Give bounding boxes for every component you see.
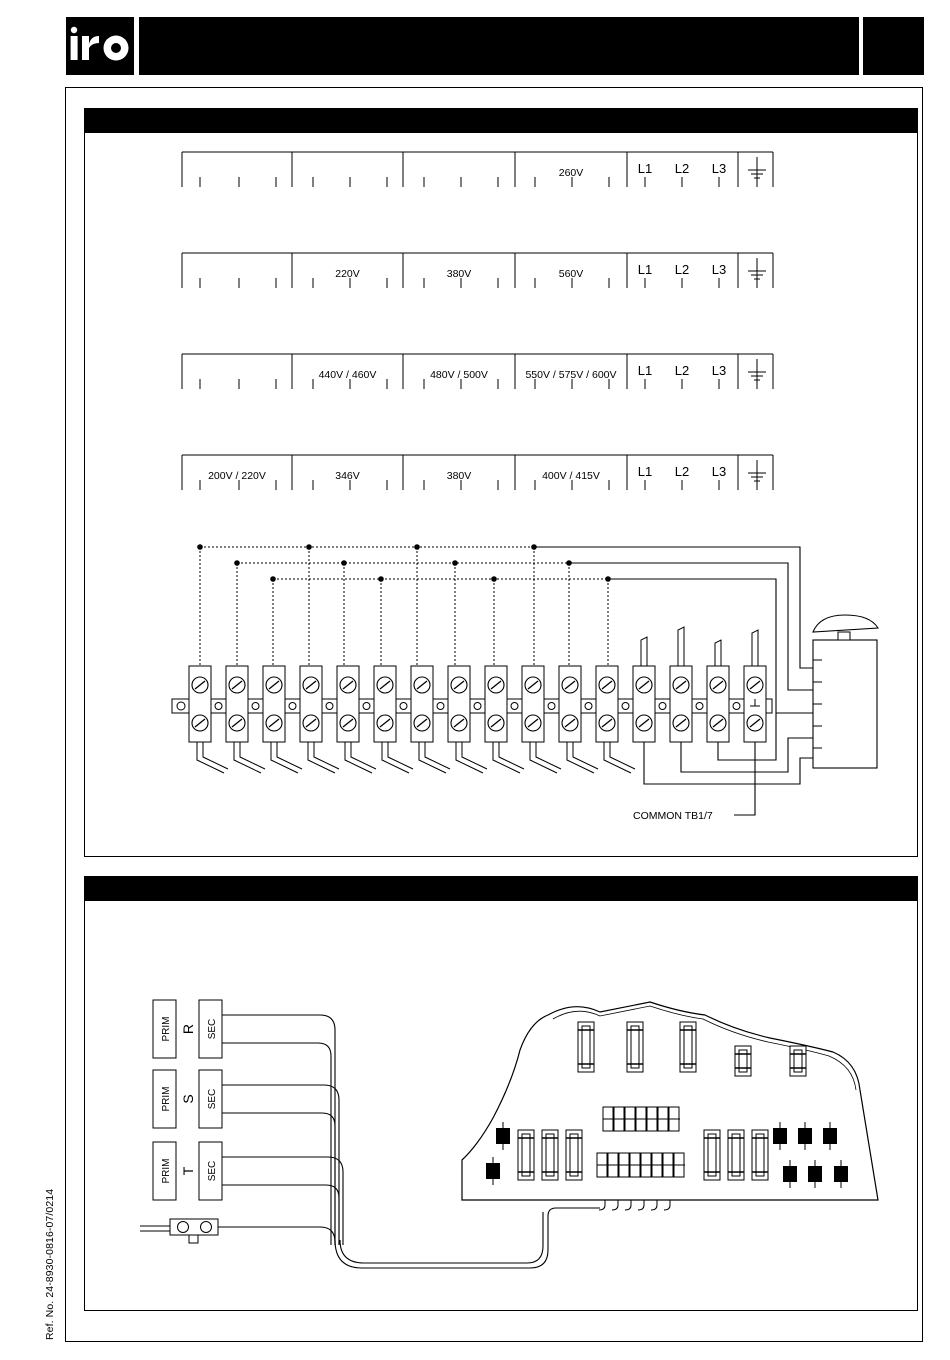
lead-wire xyxy=(382,742,409,773)
fuse-holder-icon xyxy=(627,1022,643,1072)
prim-label: PRIM xyxy=(161,1016,172,1042)
sec-label: SEC xyxy=(207,1088,218,1110)
rail-hole xyxy=(326,703,333,710)
terminal-block xyxy=(263,666,302,773)
voltage-row xyxy=(182,253,773,288)
cable-bundle xyxy=(335,1208,600,1268)
voltage-label: 560V xyxy=(558,268,584,280)
terminal-block xyxy=(374,666,413,773)
common-wire xyxy=(734,742,755,815)
fuse-holder-icon xyxy=(518,1130,534,1180)
rail-hole xyxy=(548,703,555,710)
common-label: COMMON TB1/7 xyxy=(633,810,713,822)
connector-screw-icon xyxy=(201,1222,212,1233)
voltage-label: 550V / 575V / 600V xyxy=(525,369,617,381)
lead-wire xyxy=(604,742,631,773)
incoming-lead xyxy=(715,640,721,666)
connector-tab xyxy=(189,1235,198,1243)
terminal-block xyxy=(633,637,655,742)
lead-wire xyxy=(271,742,298,773)
control-board xyxy=(462,1002,878,1200)
phase-label: T xyxy=(180,1166,196,1176)
sec-label: SEC xyxy=(207,1018,218,1040)
prim-label: PRIM xyxy=(161,1158,172,1184)
prim-label: PRIM xyxy=(161,1086,172,1112)
voltage-label: 380V xyxy=(446,470,472,482)
rail-hole xyxy=(289,703,296,710)
fuse-holder-icon xyxy=(566,1130,582,1180)
phase-label: L2 xyxy=(674,363,690,378)
voltage-label: 440V / 460V xyxy=(318,369,377,381)
lead-wire xyxy=(345,742,372,773)
voltage-label: 346V xyxy=(335,470,360,482)
terminal-block xyxy=(485,666,524,773)
rail-hole xyxy=(622,703,629,710)
rail-hole xyxy=(437,703,444,710)
lead-wire xyxy=(308,742,335,773)
fuse-holder-icon xyxy=(735,1046,751,1076)
switch-knob-icon xyxy=(813,615,878,632)
secondary-wire xyxy=(222,1043,331,1245)
rail-hole xyxy=(696,703,703,710)
rail-hole xyxy=(400,703,407,710)
terminal-block xyxy=(411,666,450,773)
ground-symbol-icon xyxy=(748,359,766,389)
incoming-lead xyxy=(752,630,758,666)
terminal-block xyxy=(744,630,766,742)
voltage-row xyxy=(182,152,773,187)
phase-label: L1 xyxy=(637,161,653,176)
lead-wire xyxy=(419,742,446,773)
ground-symbol-icon xyxy=(748,460,766,490)
terminal-block xyxy=(448,666,487,773)
rail-hole xyxy=(733,703,740,710)
voltage-label: 400V / 415V xyxy=(542,470,600,482)
rail-hole xyxy=(215,703,222,710)
voltage-label: 220V xyxy=(335,268,360,280)
voltage-label: 480V / 500V xyxy=(430,369,488,381)
fuse-holder-icon xyxy=(752,1130,768,1180)
secondary-wire xyxy=(222,1113,335,1245)
lead-wire xyxy=(493,742,520,773)
phase-label: L3 xyxy=(711,464,727,479)
lead-wire xyxy=(567,742,594,773)
phase-label: L2 xyxy=(674,464,690,479)
secondary-wire xyxy=(222,1085,339,1245)
phase-label: L3 xyxy=(711,262,727,277)
rail-hole xyxy=(585,703,592,710)
voltage-label: 260V xyxy=(558,167,584,179)
terminal-block xyxy=(559,666,598,773)
rail-screw-hole xyxy=(177,702,185,710)
phase-wire xyxy=(681,738,813,772)
terminal-block xyxy=(707,640,729,742)
ground-symbol-icon xyxy=(748,157,766,187)
phase-label: L1 xyxy=(637,262,653,277)
phase-label: L3 xyxy=(711,161,727,176)
lead-wire xyxy=(530,742,557,773)
terminal-block xyxy=(337,666,376,773)
transformer-r xyxy=(153,1000,335,1245)
fuse-holder-icon xyxy=(578,1022,594,1072)
switch-stem xyxy=(838,632,850,640)
terminal-block xyxy=(189,666,228,773)
ground-symbol-icon xyxy=(748,258,766,288)
phase-label: L1 xyxy=(637,363,653,378)
rail-hole xyxy=(252,703,259,710)
rail-hole xyxy=(474,703,481,710)
voltage-label: 200V / 220V xyxy=(208,470,266,482)
terminal-block xyxy=(522,666,561,773)
fuse-holder-icon xyxy=(790,1046,806,1076)
supply-wire xyxy=(534,547,813,668)
terminal-block xyxy=(226,666,265,773)
fuse-holder-icon xyxy=(542,1130,558,1180)
rail-hole xyxy=(511,703,518,710)
voltage-label: 380V xyxy=(446,268,472,280)
terminal-strip xyxy=(172,544,878,815)
phase-label: L3 xyxy=(711,363,727,378)
rail-hole xyxy=(363,703,370,710)
connector-screw-icon xyxy=(178,1222,189,1233)
voltage-row xyxy=(182,354,773,389)
phase-label: L2 xyxy=(674,262,690,277)
phase-label: L1 xyxy=(637,464,653,479)
reference-number: Ref. No. 24-8930-0816-07/0214 xyxy=(44,1188,56,1340)
terminal-block xyxy=(596,666,635,773)
lead-wire xyxy=(234,742,261,773)
terminal-block xyxy=(300,666,339,773)
fuse-holder-icon xyxy=(704,1130,720,1180)
switch-block xyxy=(813,640,877,768)
sec-label: SEC xyxy=(207,1160,218,1182)
secondary-wire xyxy=(222,1157,343,1245)
phase-label: S xyxy=(180,1094,196,1104)
cable-bundle xyxy=(340,1212,543,1263)
secondary-wire xyxy=(222,1015,335,1245)
incoming-lead xyxy=(641,637,647,666)
phase-label: R xyxy=(180,1023,196,1035)
incoming-lead xyxy=(678,627,684,666)
lead-wire xyxy=(456,742,483,773)
sensor-lead xyxy=(218,1227,335,1245)
voltage-row xyxy=(182,455,773,490)
secondary-wire xyxy=(222,1185,339,1245)
fuse-holder-icon xyxy=(728,1130,744,1180)
lead-wire xyxy=(197,742,224,773)
voltage-rows xyxy=(182,152,773,490)
terminal-block xyxy=(670,627,692,742)
phase-label: L2 xyxy=(674,161,690,176)
fuse-holder-icon xyxy=(680,1022,696,1072)
rail-hole xyxy=(659,703,666,710)
